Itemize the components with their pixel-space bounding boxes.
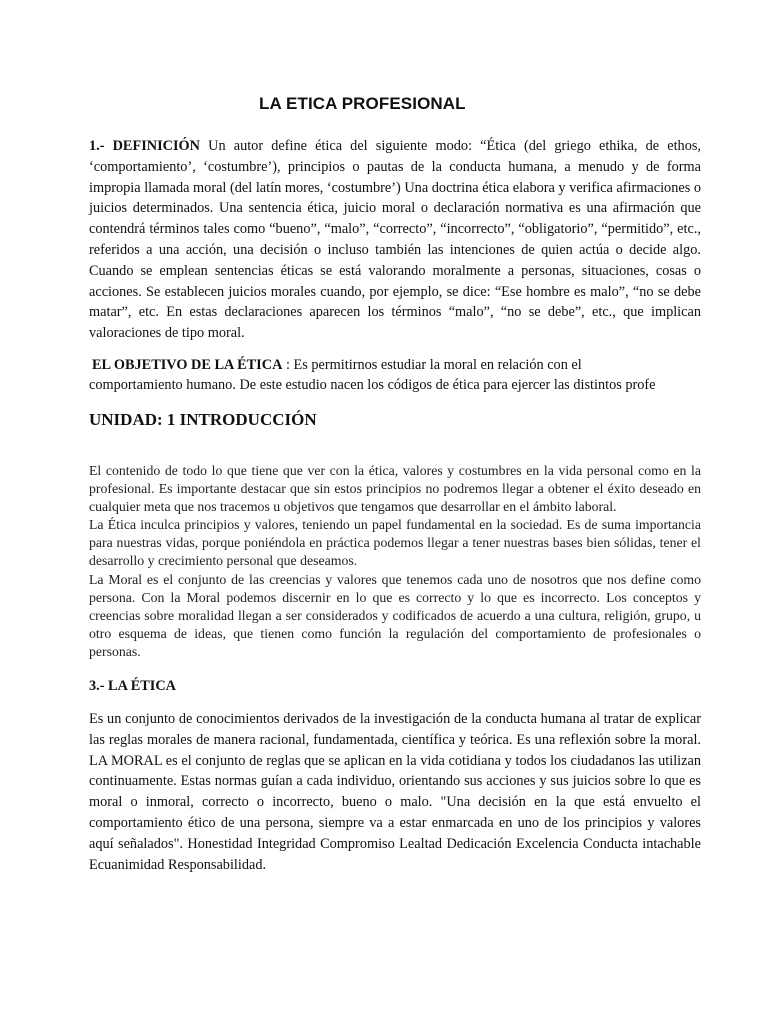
objetivo-paragraph: [89, 355, 701, 395]
objetivo-label: EL OBJETIVO DE LA ÉTICA: [92, 357, 283, 373]
etica-heading: 3.- LA ÉTICA: [89, 678, 176, 694]
etica-paragraph: Es un conjunto de conocimientos derivados de la investigación de la conducta humana al tratar de explicar las reglas morales de manera racional, fundamentada, científica y teórica. Es una reflexión sobre la moral. LA MORAL es el conjunto de reglas que se aplican en la vida cotidiana y todos los ciudadanos las utilizan continuamente. Estas normas guían a cada individuo, orientando sus acciones y sus juicios sobre lo que es moral o inmoral, correcto o incorrecto, bueno o malo. "Una decisión en la que está envuelto el comportamiento ético de una persona, siempre va a estar enmarcada en uno de los principios y valores aquí señalados". Honestidad Integridad Compromiso Lealtad Dedicación Excelencia Conducta intachable Ecuanimidad Responsabilidad.: [89, 711, 701, 873]
document-title: LA ETICA PROFESIONAL: [259, 94, 466, 113]
introduccion-paragraph-3: La Moral es el conjunto de las creencias y valores que tenemos cada uno de nosotros que nos define como persona. Con la Moral podemos discernir en lo que es correcto y lo que es incorrecto. Los conceptos y creencias sobre moralidad llegan a ser considerados y codificados de acuerdo a una cultura, religión, grupo, u otro esquema de ideas, que tienen como función la regulación del comportamiento de profesionales o personas.: [89, 571, 701, 659]
unidad-heading: UNIDAD: 1 INTRODUCCIÓN: [89, 410, 317, 429]
definicion-text: Un autor define ética del siguiente modo: “Ética (del griego ethika, de ethos, ‘comportamiento’, ‘costumbre’), principios o pautas de la conducta humana, a menudo y de forma impropia llamada moral (del latín mores, ‘costumbre’) Una doctrina ética elabora y verifica afirmaciones o juicios determinados. Una sentencia ética, juicio moral o declaración normativa es una afirmación que contendrá términos tales como “bueno”, “malo”, “correcto”, “incorrecto”, “obligatorio”, “permitido”, etc., referidos a una acción, una decisión o incluso también las intenciones de quien actúa o decide algo. Cuando se emplean sentencias éticas se está valorando moralmente a personas, situaciones, cosas o acciones. Se establecen juicios morales cuando, por ejemplo, se dice: “Ese hombre es malo”, “no se debe matar”, etc. En estas declaraciones aparecen los términos “malo”, “no se debe”, etc., que implican valoraciones de tipo moral.: [89, 138, 701, 342]
definicion-paragraph: [89, 136, 701, 344]
definicion-label: 1.- DEFINICIÓN: [89, 138, 200, 154]
introduccion-section: [89, 462, 701, 661]
introduccion-paragraph-1: El contenido de todo lo que tiene que ver con la ética, valores y costumbres en la vida personal como en la profesional. Es importante destacar que sin estos principios no podremos llegar a obtener el éxito deseado en cualquier meta que nos tracemos u objetivos que tengamos que desarrollar en el ámbito laboral.: [89, 463, 701, 515]
introduccion-paragraph-2: La Ética inculca principios y valores, teniendo un papel fundamental en la sociedad. Es de suma importancia para nuestras vidas, porque poniéndola en práctica podemos llegar a tener nuestras bases bien sólidas, tener el desarrollo y crecimiento personal que deseamos.: [89, 517, 701, 569]
objetivo-line1: : Es permitirnos estudiar la moral en relación con el: [282, 357, 582, 373]
objetivo-line2: comportamiento humano. De este estudio nacen los códigos de ética para ejercer las distintos profe: [89, 377, 656, 393]
